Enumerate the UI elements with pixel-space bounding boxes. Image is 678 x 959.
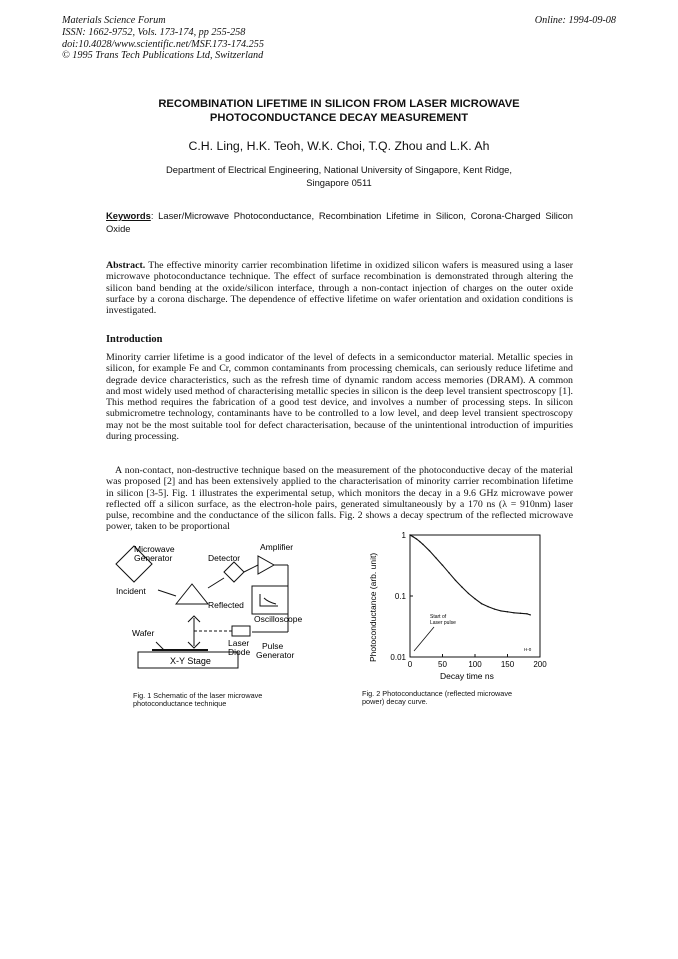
journal-header xyxy=(62,15,264,62)
decay-point xyxy=(461,586,462,587)
label-diode: Diode xyxy=(228,647,251,657)
abstract-label: Abstract. xyxy=(106,260,146,271)
y-axis-label: Photoconductance (arb. unit) xyxy=(368,552,378,662)
x-tick-label: 150 xyxy=(500,660,515,669)
figure-2-caption-line-2: power) decay curve. xyxy=(362,697,428,707)
online-date: Online: 1994-09-08 xyxy=(534,15,616,26)
label-pulse: Pulse xyxy=(262,641,284,651)
label-amplifier: Amplifier xyxy=(260,542,294,552)
decay-point xyxy=(507,611,508,612)
affiliation xyxy=(120,164,558,189)
x-tick-label: 50 xyxy=(438,660,447,669)
figure-2-caption-line-1: Fig. 2 Photoconductance (reflected microwave xyxy=(362,689,513,698)
y-tick-label: 0.1 xyxy=(394,592,406,601)
x-tick-label: 200 xyxy=(533,660,547,669)
decay-series-line xyxy=(410,535,530,615)
decay-point xyxy=(419,541,420,542)
abstract-text: The effective minority carrier recombination lifetime in oxidized silicon wafers is measured using a laser microwave photoconductance technique. The effect of surface recombination is demonstrated through altering the silicon band bending at the oxide/silicon interface, through a non-contact injection of charges on the outer oxide surface by a corona discharge. The dependence of effective lifetime on wafer orientation and oxidation conditions is investigated. xyxy=(106,260,573,317)
decay-point xyxy=(481,603,482,604)
figure-2-caption xyxy=(362,690,542,707)
label-generator: Generator xyxy=(134,553,173,563)
decay-point xyxy=(435,557,436,558)
y-tick-label: 0.01 xyxy=(390,653,406,662)
label-laser: Laser xyxy=(228,638,250,648)
paper-title xyxy=(100,97,578,125)
decay-point xyxy=(413,536,414,537)
label-pulse-generator: Generator xyxy=(256,650,295,660)
decay-point xyxy=(448,572,449,573)
decay-point xyxy=(500,610,501,611)
x-ticks xyxy=(408,654,547,669)
keywords-label: Keywords xyxy=(106,210,151,221)
doi-line: doi:10.4028/www.scientific.net/MSF.173-174.255 xyxy=(62,38,264,50)
figure-1-caption xyxy=(133,692,303,709)
figure-2-decay-chart xyxy=(360,527,560,687)
label-xy-stage: X-Y Stage xyxy=(170,656,211,666)
oscilloscope-box xyxy=(252,586,288,614)
x-axis-label: Decay time ns xyxy=(440,671,494,681)
label-detector: Detector xyxy=(208,553,241,563)
laser-diode-box xyxy=(232,626,250,636)
label-microwave: Microwave xyxy=(134,544,175,554)
copyright-line: © 1995 Trans Tech Publications Ltd, Switzerland xyxy=(62,50,264,62)
label-reflected: Reflected xyxy=(208,600,244,610)
decay-point xyxy=(474,598,475,599)
start-arrow xyxy=(414,627,434,651)
abstract xyxy=(106,260,573,316)
affiliation-line-1: Department of Electrical Engineering, National University of Singapore, Kent Ridge, xyxy=(165,164,512,175)
annotation-laser-pulse: Laser pulse xyxy=(430,620,456,626)
figure-1-schematic xyxy=(112,532,322,682)
keywords xyxy=(106,210,573,235)
decay-points xyxy=(409,534,531,615)
annotation-start-of: Start of xyxy=(430,614,447,620)
figure-1-caption-line-2: photoconductance technique xyxy=(133,699,227,709)
label-wafer: Wafer xyxy=(132,628,155,638)
y-tick-label: 1 xyxy=(401,531,406,540)
keywords-text: : Laser/Microwave Photoconductance, Recombination Lifetime in Silicon, Corona-Charged Silicon Oxide xyxy=(106,210,573,234)
decay-point xyxy=(494,608,495,609)
annotation-h0: H-0 xyxy=(524,647,532,652)
title-line-1: RECOMBINATION LIFETIME IN SILICON FROM LASER MICROWAVE xyxy=(158,98,520,110)
label-incident: Incident xyxy=(116,586,146,596)
intro-paragraph-2: A non-contact, non-destructive technique based on the measurement of the photoconductive decay of the material was proposed [2] and has been extensively applied to the characterisation of minority carrier recombination lifetime in silicon [3-5]. Fig. 1 illustrates the experimental setup, which monitors the decay in a 9.6 GHz microwave power reflected off a silicon surface, as the electron-hole pairs, generated simultaneously by a 170 ns (λ = 910nm) laser pulse, recombine and the conductance of the silicon falls. Fig. 2 shows a decay spectrum of the reflected microwave power, taken to be proportional xyxy=(106,465,573,533)
decay-point xyxy=(520,613,521,614)
decay-point xyxy=(530,614,531,615)
amplifier-shape xyxy=(258,556,274,574)
issn-line: ISSN: 1662-9752, Vols. 173-174, pp 255-258 xyxy=(62,26,246,38)
x-tick-label: 0 xyxy=(407,660,413,669)
title-line-2: PHOTOCONDUCTANCE DECAY MEASUREMENT xyxy=(209,112,469,124)
decay-point xyxy=(487,606,488,607)
decay-point xyxy=(442,564,443,565)
intro-paragraph-1: Minority carrier lifetime is a good indicator of the level of defects in a semiconductor material. Metallic species in silicon, for example Fe and Cr, common contaminants from processing chemicals, can seriously reduce lifetime and degrade device characteristics, such as the refresh time of dynamic random access memories (DRAM). A common and most widely used method of characterising metallic species in silicon is the deep level transient spectroscopy [1]. This method requires the fabrication of a good test device, and involves a number of processing steps. In silicon submicrometre technology, contaminants have to be controlled to a low level, and deep level transient spectroscopy may not be the most suitable tool for defect characterisation, because of the unintentional introduction of impurities during processing. xyxy=(106,352,573,443)
plot-frame xyxy=(410,535,540,657)
author-list: C.H. Ling, H.K. Teoh, W.K. Choi, T.Q. Zhou and L.K. Ah xyxy=(188,139,490,153)
decay-point xyxy=(422,544,423,545)
decay-point xyxy=(409,534,410,535)
decay-point xyxy=(455,580,456,581)
decay-point xyxy=(513,612,514,613)
figure-1-caption-line-1: Fig. 1 Schematic of the laser microwave xyxy=(133,691,263,700)
x-tick-label: 100 xyxy=(468,660,482,669)
decay-point xyxy=(429,550,430,551)
decay-point xyxy=(416,538,417,539)
antenna-triangle xyxy=(176,584,208,604)
section-heading-introduction: Introduction xyxy=(106,334,163,345)
decay-point xyxy=(468,593,469,594)
detector-box xyxy=(224,562,244,582)
journal-name: Materials Science Forum xyxy=(62,15,166,26)
decay-point xyxy=(526,613,527,614)
affiliation-line-2: Singapore 0511 xyxy=(306,176,372,188)
label-oscilloscope: Oscilloscope xyxy=(254,614,303,624)
